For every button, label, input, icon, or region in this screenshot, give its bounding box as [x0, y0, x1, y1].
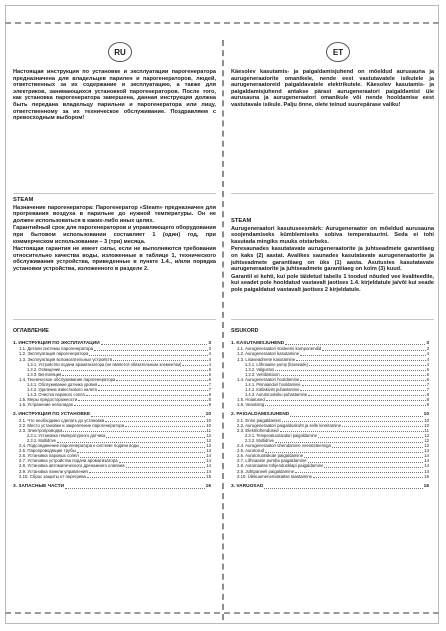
toc-dot-leader — [113, 357, 207, 361]
toc-dot-leader — [322, 347, 425, 351]
ru-separator-2 — [13, 319, 216, 320]
toc-entry-title: 2.10. Ülekuumenemiskaitse taastamine — [237, 473, 312, 479]
toc-dot-leader — [300, 387, 425, 391]
toc-entry-title: 1.5. Hoiatused — [237, 396, 265, 402]
toc-page-number: 10 — [423, 411, 429, 417]
et-toc — [231, 328, 429, 489]
et-toc-list — [231, 341, 429, 490]
toc-page-number: 14 — [206, 458, 211, 464]
toc-entry-title: 2.1. Enne paigaldamist — [237, 417, 281, 423]
ru-toc — [13, 328, 211, 489]
ru-separator-1 — [13, 193, 216, 194]
toc-page-number: 14 — [424, 458, 429, 464]
toc-page-number: 3 — [208, 346, 211, 352]
toc-page-number: 12 — [424, 433, 429, 439]
toc-entry-title: 1.1. Aurugeneraatori süsteemi komponendid — [237, 346, 322, 352]
toc-dot-leader — [98, 382, 208, 386]
toc-entry-title: 1.4.1. Pinnaanduri hooldamine — [245, 381, 301, 387]
toc-page-number: 13 — [206, 443, 211, 449]
toc-entry — [13, 402, 211, 407]
toc-entry-title: 2.7. Установка устройства подачи ароматизатора — [19, 458, 118, 464]
toc-page-number: 14 — [206, 453, 211, 459]
toc-dot-leader — [98, 387, 208, 391]
toc-page-number: 13 — [424, 448, 429, 454]
toc-entry-title: 1.6. Veaotsing — [237, 401, 265, 407]
toc-page-number: 3 — [208, 340, 211, 346]
ru-steam-title: STEAM — [13, 197, 34, 203]
toc-entry-title: 1.4.2. Удаление известкового налета — [27, 386, 97, 392]
toc-dot-leader — [342, 423, 423, 427]
toc-dot-leader — [290, 413, 422, 417]
ru-steam-warranty: Гарантийный срок для парогенераторов и управляющего оборудования при бытовом использовании составляет 1 (один) год, при коммерческом использовании – 3 (три) месяца. — [13, 225, 216, 245]
toc-page-number: 10 — [424, 417, 429, 423]
toc-entry-title: 2.3.2. Multidrive — [27, 438, 56, 444]
et-separator-2 — [231, 319, 434, 320]
toc-page-number: 4 — [208, 351, 211, 357]
toc-page-number: 14 — [206, 468, 211, 474]
toc-page-number: 10 — [206, 417, 211, 423]
toc-dot-leader — [89, 469, 205, 473]
et-steam-purpose: Aurugeneraatori kasutuseesmärk: Aurugeneraator on mõeldud aurusauna soojendamiseks kümblemiseks sobiva temperatuurini. Seda ei tohi kasutada mingiks muuks otstarbeks. — [231, 225, 434, 245]
toc-entry-title: 1.5. Меры предосторожности — [19, 396, 78, 402]
toc-dot-leader — [101, 341, 208, 345]
toc-dot-leader — [65, 485, 205, 489]
toc-page-number: 6 — [208, 366, 211, 372]
toc-dot-leader — [308, 392, 426, 396]
toc-dot-leader — [91, 413, 205, 417]
toc-page-number: 15 — [424, 473, 429, 479]
toc-page-number: 4 — [208, 356, 211, 362]
toc-entry — [13, 474, 211, 479]
toc-page-number: 15 — [206, 473, 211, 479]
toc-dot-leader — [282, 418, 424, 422]
toc-entry-title: 2.5. Паропроводящие трубы — [19, 448, 76, 454]
toc-dot-leader — [280, 428, 424, 432]
toc-page-number: 12 — [206, 438, 211, 444]
toc-dot-leader — [324, 464, 423, 468]
toc-dot-leader — [80, 454, 205, 458]
toc-dot-leader — [94, 347, 208, 351]
ru-steam-purpose: Назначение парогенератора: Парогенератор «Steam» предназначен для прогревания воздуха в парильне до нужной температуры. Он не должен использоваться в каких-либо иных целях. — [13, 204, 216, 224]
toc-page-number: 4 — [208, 361, 211, 367]
toc-page-number: 9 — [208, 401, 211, 407]
toc-dot-leader — [285, 341, 425, 345]
toc-page-number: 7 — [208, 386, 211, 392]
toc-dot-leader — [63, 428, 205, 432]
toc-dot-leader — [126, 464, 206, 468]
toc-page-number: 16 — [423, 483, 429, 489]
toc-entry-title: 2.3.2. Multidrive — [245, 438, 274, 444]
toc-entry-title: 1.3. Lisaseadmete kasutamine — [237, 356, 296, 362]
toc-dot-leader — [119, 459, 206, 463]
toc-page-number: 7 — [426, 386, 429, 392]
ru-steam-conditions: Настоящая гарантия не имеет силы, если не выполняются требования относительно качества воды, изложенные в таблице 1, технического обслуживания устройства, приведенные в пункте 1.4., и/или порядка установки устройства, изложенного в разделе 2. — [13, 246, 216, 272]
toc-entry-title: 1.4.1. Обслуживание датчика уровня — [27, 381, 98, 387]
toc-entry-title: 2.8. Установка автоматического дренажного клапана — [19, 463, 125, 469]
toc-entry — [231, 484, 429, 490]
toc-dot-leader — [265, 449, 423, 453]
toc-dot-leader — [57, 439, 206, 443]
toc-dot-leader — [62, 372, 207, 376]
et-steam-section — [231, 218, 434, 295]
toc-entry-title: 1.6. Устранение неполадок — [19, 401, 73, 407]
toc-page-number: 8 — [426, 396, 429, 402]
toc-entry-title: 2.9. Установка панели управления — [19, 468, 88, 474]
toc-entry-title: 1.2. Эксплуатация парогенератора — [19, 351, 89, 357]
toc-entry-title: 2.3. Электропроводка — [19, 427, 63, 433]
toc-page-number: 14 — [424, 463, 429, 469]
ru-steam-section — [13, 197, 216, 274]
toc-entry-title: 2.3. Elektriühendused — [237, 427, 279, 433]
toc-dot-leader — [296, 357, 425, 361]
toc-dot-leader — [89, 352, 207, 356]
toc-entry-title: 2. ИНСТРУКЦИЯ ПО УСТАНОВКЕ — [13, 411, 91, 417]
toc-entry-title: 1.3.1. Устройство подачи ароматизатора (не является обязательным элементом) — [27, 361, 182, 367]
toc-entry-title: 1.2. Aurugeneraatori kasutamine — [237, 351, 300, 357]
top-dashed-rule — [5, 22, 439, 24]
toc-entry-title: 2.10. Сброс защиты от перегрева — [19, 473, 86, 479]
toc-entry-title: 3. ЗАПАСНЫЕ ЧАСТИ — [13, 483, 65, 489]
toc-entry — [13, 484, 211, 490]
toc-dot-leader — [125, 423, 205, 427]
toc-dot-leader — [78, 397, 207, 401]
toc-page-number: 14 — [206, 463, 211, 469]
toc-page-number: 3 — [426, 340, 429, 346]
toc-entry-title: 1.3. Эксплуатация вспомогательных устройств — [19, 356, 113, 362]
toc-dot-leader — [318, 434, 423, 438]
ru-intro: Настоящая инструкция по установке и эксплуатации парогенератора предназначена для владельцев парилен и парогенераторов, людей, ответственных за их содержание и эксплуатацию, а также для электриков, занимающихся установкой парогенераторов. После того, как установка парогенератора завершена, данная инструкция должна быть передана владельцу парильни и парогенератора или лицу, ответственному за их техническое обслуживание. Поздравляем с превосходным выбором! — [13, 69, 216, 122]
column-divider — [222, 40, 224, 620]
toc-page-number: 6 — [426, 376, 429, 382]
toc-entry-title: 1.4.2. Katlakivist puhastamine — [245, 386, 300, 392]
toc-entry — [231, 402, 429, 407]
et-separator-1 — [231, 193, 434, 194]
toc-entry-title: 2.4. Aurugeneraatori ühendamine veesüsteemiga — [237, 443, 331, 449]
toc-dot-leader — [74, 402, 208, 406]
toc-entry-title: 2.4. Подсоединение парогенератора к системе подачи воды — [19, 443, 140, 449]
toc-entry-title: 2.9. Juhtpaneeli paigaldamine — [237, 468, 295, 474]
et-steam-conditions: Garantii ei kehti, kui pole täidetud tabelis 1 toodud nõuded vee kvaliteedile, kui seadet pole hooldatud vastavalt jaotises 1.4. kirjeldatule ja/või kui seade pole paigaldatud vastavalt jaotises 2 kirjeldatule. — [231, 273, 434, 293]
toc-dot-leader — [264, 485, 422, 489]
toc-page-number: 4 — [426, 361, 429, 367]
toc-dot-leader — [332, 444, 423, 448]
toc-dot-leader — [61, 367, 207, 371]
toc-dot-leader — [313, 474, 423, 478]
toc-entry-title: 1.4. Aurugeneraatori hooldamine — [237, 376, 300, 382]
toc-page-number: 11 — [424, 427, 429, 433]
language-badge-et: ET — [326, 42, 350, 62]
toc-dot-leader — [87, 474, 205, 478]
toc-entry-title: 1.1. Детали системы парогенератора — [19, 346, 94, 352]
toc-page-number: 10 — [206, 422, 211, 428]
toc-entry-title: 2.2. Aurugeneraatori paigalduskoht ja selle kinnitamine — [237, 422, 342, 428]
toc-entry-title: 1. ИНСТРУКЦИЯ ПО ЭКСПЛУАТАЦИИ — [13, 340, 100, 346]
toc-page-number: 12 — [424, 438, 429, 444]
toc-entry-title: 2. PAIGALDAMISJUHEND — [231, 411, 290, 417]
toc-dot-leader — [77, 449, 206, 453]
toc-page-number: 6 — [208, 371, 211, 377]
toc-dot-leader — [105, 418, 205, 422]
toc-dot-leader — [281, 372, 426, 376]
toc-entry-title: 2.5. Aurutorud — [237, 448, 264, 454]
toc-entry-title: 2.6. Установка паровых сопел — [19, 453, 79, 459]
toc-dot-leader — [140, 444, 205, 448]
toc-entry-title: 1.3.2. Освещение — [27, 366, 61, 372]
toc-dot-leader — [302, 382, 426, 386]
toc-page-number: 7 — [208, 381, 211, 387]
toc-dot-leader — [308, 459, 424, 463]
toc-dot-leader — [265, 402, 425, 406]
et-toc-title: SISUKORD — [231, 328, 259, 334]
toc-dot-leader — [300, 352, 426, 356]
toc-dot-leader — [106, 434, 205, 438]
toc-page-number: 8 — [208, 396, 211, 402]
toc-page-number: 6 — [426, 366, 429, 372]
toc-dot-leader — [275, 367, 426, 371]
toc-page-number: 14 — [424, 468, 429, 474]
toc-page-number: 12 — [206, 433, 211, 439]
toc-page-number: 6 — [208, 376, 211, 382]
toc-page-number: 16 — [205, 483, 211, 489]
toc-page-number: 4 — [426, 356, 429, 362]
toc-entry-title: 1.3.1. Lõhnaaine pump (lisaseade) — [245, 361, 309, 367]
toc-entry-title: 1.4. Техническое обслуживание парогенератора — [19, 376, 116, 382]
toc-entry-title: 1.3.3. Ventilatsioon — [245, 371, 280, 377]
toc-dot-leader — [309, 362, 426, 366]
toc-page-number: 8 — [208, 391, 211, 397]
toc-page-number: 6 — [426, 371, 429, 377]
toc-entry-title: 1.3.2. Valgustus — [245, 366, 275, 372]
toc-dot-leader — [295, 469, 423, 473]
toc-entry — [231, 474, 429, 479]
ru-toc-list — [13, 341, 211, 490]
toc-dot-leader — [275, 439, 424, 443]
et-steam-warranty: Peresaunades kasutatavate aurugeneraatorite ja juhtseadmete garantiiaeg on kaks (2) aastat. Avalikes saunades kasutatavate aurugeneraatorite ja juhtseadmete garantiiaeg on üks (1) aasta. Asutustes kasutatavate aurugeneraatorite ja juhtseadmete garantiiaeg on kolm (3) kuud. — [231, 246, 434, 273]
toc-entry-title: 1. KASUTAMISJUHEND — [231, 340, 285, 346]
toc-entry-title: 1.4.3. Aurutoruotsiku puhastamine — [245, 391, 308, 397]
toc-entry-title: 2.8. Automaatse tühjendusklapi paigaldamine — [237, 463, 324, 469]
et-intro: Käesolev kasutamis- ja paigaldamisjuhend on mõeldud aurusauna ja aurugeneraatorite omanikele, nende eest vastutavatele isikutele ja aurugeneraatoreid paigaldavatele elektrikutele. Käesolev kasutamis- ja paigaldamisjuhend antakse pärast aurugeneraatori paigaldamist üle aurusauna ja aurugeneraatori omanikule või nende hooldamise eest vastutavale isikule. Palju õnne, olete teinud suurepärase valiku! — [231, 69, 434, 108]
toc-dot-leader — [116, 377, 207, 381]
toc-page-number: 11 — [206, 427, 211, 433]
et-steam-title: STEAM — [231, 218, 252, 224]
toc-dot-leader — [266, 397, 426, 401]
toc-entry-title: 1.4.3. Очистка парового сопла — [27, 391, 85, 397]
toc-entry-title: 1.3.3. Вентиляция — [27, 371, 62, 377]
toc-page-number: 13 — [424, 443, 429, 449]
ru-toc-title: ОГЛАВЛЕНИЕ — [13, 328, 49, 334]
toc-page-number: 14 — [424, 453, 429, 459]
toc-page-number: 10 — [205, 411, 211, 417]
toc-entry-title: 2.3.1. Temperatuurianduri paigaldamine — [245, 433, 318, 439]
toc-dot-leader — [304, 454, 423, 458]
toc-page-number: 4 — [426, 351, 429, 357]
toc-entry-title: 2.7. Lõhnaaine pumba paigaldamine — [237, 458, 307, 464]
toc-entry-title: 2.3.1. Установка температурного датчика — [27, 433, 106, 439]
language-badge-ru: RU — [108, 42, 132, 62]
toc-page-number: 3 — [426, 346, 429, 352]
toc-page-number: 10 — [424, 422, 429, 428]
toc-entry-title: 2.2. Место установки и закрепление парогенератора — [19, 422, 125, 428]
toc-dot-leader — [300, 377, 425, 381]
toc-dot-leader — [86, 392, 208, 396]
toc-page-number: 7 — [426, 381, 429, 387]
toc-page-number: 13 — [206, 448, 211, 454]
toc-entry-title: 3. VARUOSAD — [231, 483, 264, 489]
toc-dot-leader — [182, 362, 207, 366]
toc-entry-title: 2.1. Что необходимо сделать до установки — [19, 417, 105, 423]
toc-page-number: 8 — [426, 391, 429, 397]
toc-page-number: 9 — [426, 401, 429, 407]
toc-entry-title: 2.6. Aurutoruotsikute paigaldamine — [237, 453, 304, 459]
